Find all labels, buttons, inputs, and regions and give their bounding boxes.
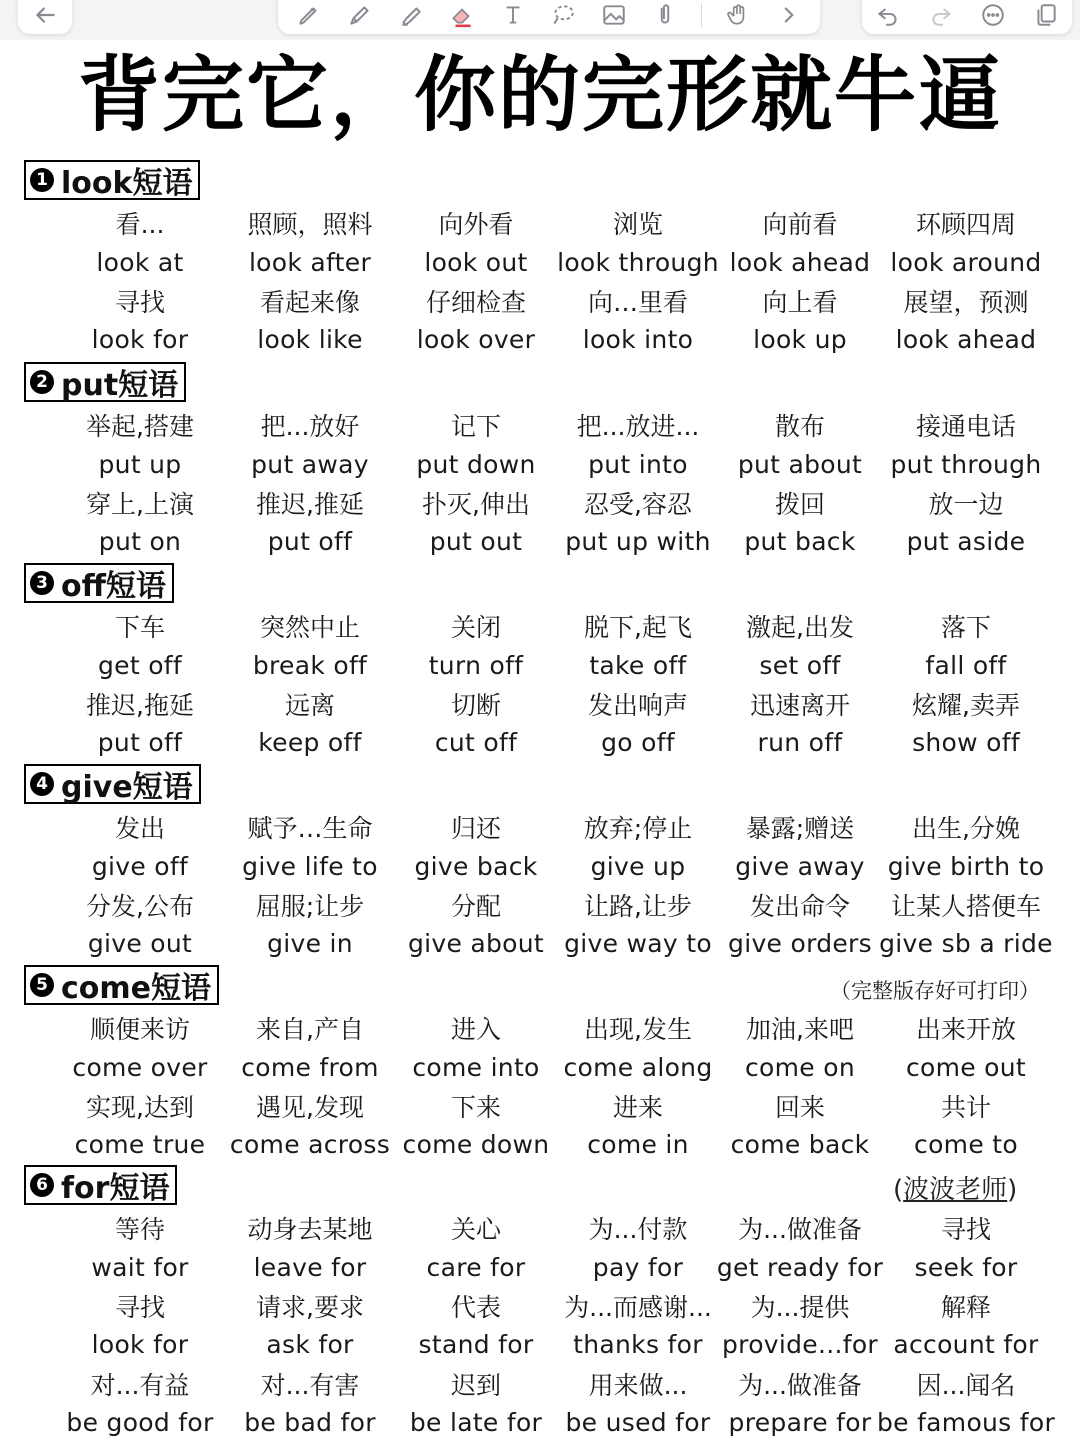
- phrase-chinese: 接通电话: [915, 412, 1016, 442]
- phrase-chinese: 出生,分娩: [912, 814, 1020, 844]
- phrase-english: look over: [416, 325, 536, 355]
- section-label: come短语: [61, 971, 211, 1006]
- phrase-chinese: 关闭: [450, 613, 501, 643]
- pen-icon[interactable]: [294, 0, 324, 30]
- phrase-english: be used for: [565, 1407, 711, 1437]
- drawing-tools: [278, 0, 820, 34]
- phrase-english: come on: [745, 1052, 855, 1082]
- section-header: [24, 1165, 177, 1205]
- phrase-chinese: 让路,让步: [584, 891, 692, 921]
- phrase-chinese: 下来: [450, 1092, 501, 1122]
- page-title: 背完它，你的完形就牛逼: [77, 48, 1002, 143]
- phrase-chinese: 落下: [940, 613, 991, 643]
- section-label: off短语: [61, 569, 166, 604]
- phrase-english: look out: [424, 247, 528, 277]
- section-label: give短语: [61, 770, 193, 805]
- phrase-chinese: 脱下,起飞: [584, 613, 692, 643]
- phrase-chinese: 把...放进...: [576, 412, 700, 442]
- phrase-english: break off: [252, 650, 368, 680]
- phrase-chinese: 散布: [774, 412, 825, 442]
- phrase-english: be late for: [409, 1407, 543, 1437]
- phrase-english: come out: [905, 1052, 1027, 1082]
- phrase-english: look into: [582, 325, 694, 355]
- phrase-english: look around: [890, 247, 1042, 277]
- phrase-chinese: 放一边: [928, 489, 1004, 519]
- back-arrow-icon[interactable]: [30, 0, 60, 30]
- phrase-chinese: 对...有益: [90, 1370, 190, 1400]
- phrase-english: ask for: [266, 1330, 354, 1360]
- section-look: [0, 160, 1080, 360]
- phrase-english: look for: [91, 1330, 189, 1360]
- phrase-chinese: 发出响声: [587, 690, 688, 720]
- phrase-english: seek for: [914, 1252, 1018, 1282]
- phrase-english: put on: [98, 527, 182, 557]
- phrase-chinese: 向外看: [438, 210, 514, 240]
- phrase-english: put about: [737, 449, 863, 479]
- phrase-chinese: 展望，预测: [903, 287, 1029, 317]
- phrase-chinese: 来自,产自: [256, 1015, 364, 1045]
- phrase-english: wait for: [91, 1252, 189, 1282]
- phrase-english: come true: [74, 1130, 206, 1160]
- phrase-chinese: 加油,来吧: [746, 1015, 854, 1045]
- phrase-chinese: 切断: [450, 690, 501, 720]
- phrase-chinese: 向…里看: [587, 287, 688, 317]
- phrase-english: give sb a ride: [879, 929, 1053, 959]
- phrase-chinese: 照顾，照料: [247, 210, 373, 240]
- phrase-english: put through: [890, 449, 1042, 479]
- phrase-english: provide...for: [722, 1330, 878, 1360]
- phrase-chinese: 赋予…生命: [247, 814, 373, 844]
- section-for: [0, 1165, 1080, 1440]
- section-header: [24, 160, 200, 200]
- phrase-chinese: 激起,出发: [746, 613, 854, 643]
- section-label: look短语: [61, 166, 193, 201]
- phrase-chinese: 为...做准备: [738, 1215, 862, 1245]
- phrase-chinese: 仔细检查: [425, 287, 526, 317]
- section-number-badge: 2: [30, 370, 54, 394]
- phrase-english: take off: [589, 650, 687, 680]
- phrase-english: show off: [912, 728, 1020, 758]
- phrase-english: come along: [563, 1052, 713, 1082]
- phrase-chinese: 举起,搭建: [86, 412, 194, 442]
- phrase-grid: [55, 406, 1075, 561]
- phrase-chinese: 推迟,推延: [256, 489, 364, 519]
- phrase-chinese: 扑灭,伸出: [422, 489, 530, 519]
- section-header: [24, 563, 174, 603]
- phrase-english: cut off: [434, 728, 518, 758]
- phrase-english: go off: [601, 728, 675, 758]
- section-label: for短语: [61, 1171, 170, 1206]
- phrase-english: look at: [96, 247, 184, 277]
- phrase-english: pay for: [592, 1252, 684, 1282]
- phrase-chinese: 屈服;让步: [255, 891, 365, 921]
- more-icon[interactable]: [978, 0, 1008, 30]
- phrase-english: set off: [759, 650, 841, 680]
- phrase-chinese: 推迟,拖延: [86, 690, 194, 720]
- lasso-icon[interactable]: [548, 0, 578, 30]
- section-header: [24, 362, 186, 402]
- phrase-english: run off: [757, 728, 843, 758]
- phrase-chinese: 关心: [450, 1215, 501, 1245]
- phrase-english: account for: [893, 1330, 1039, 1360]
- section-label: put短语: [61, 368, 179, 403]
- phrase-chinese: 回来: [774, 1092, 825, 1122]
- toolbar-divider: [701, 3, 702, 27]
- section-number-badge: 5: [30, 973, 54, 997]
- phrase-chinese: 看起来像: [259, 287, 360, 317]
- phrase-english: put out: [429, 527, 523, 557]
- phrase-english: come in: [587, 1130, 689, 1160]
- phrase-chinese: 让某人搭便车: [890, 891, 1041, 921]
- section-put: [0, 362, 1080, 562]
- phrase-chinese: 为...付款: [588, 1215, 688, 1245]
- phrase-english: come from: [241, 1052, 379, 1082]
- phrase-english: put up with: [565, 527, 711, 557]
- phrase-english: put aside: [906, 527, 1026, 557]
- highlighter-icon[interactable]: [396, 0, 426, 30]
- phrase-english: look for: [91, 325, 189, 355]
- phrase-english: be famous for: [876, 1407, 1056, 1437]
- phrase-english: give up: [590, 851, 686, 881]
- phrase-english: get ready for: [716, 1252, 884, 1282]
- phrase-english: look up: [753, 325, 847, 355]
- phrase-chinese: 拨回: [774, 489, 825, 519]
- phrase-english: put into: [588, 449, 688, 479]
- clip-icon[interactable]: [650, 0, 680, 30]
- phrase-english: look like: [257, 325, 363, 355]
- phrase-chinese: 用来做...: [588, 1370, 688, 1400]
- phrase-english: put off: [97, 728, 183, 758]
- phrase-english: stand for: [418, 1330, 534, 1360]
- phrase-chinese: 实现,达到: [86, 1092, 194, 1122]
- section-give: [0, 764, 1080, 964]
- section-come: [0, 965, 1080, 1165]
- phrase-chinese: 遇见,发现: [256, 1092, 364, 1122]
- phrase-chinese: 炫耀,卖弄: [912, 690, 1020, 720]
- phrase-english: look through: [557, 247, 719, 277]
- section-number-badge: 3: [30, 571, 54, 595]
- phrase-chinese: 进入: [450, 1015, 501, 1045]
- phrase-english: be bad for: [244, 1407, 376, 1437]
- section-number-badge: 6: [30, 1173, 54, 1197]
- phrase-english: give out: [87, 929, 193, 959]
- phrase-english: give life to: [242, 851, 378, 881]
- phrase-chinese: 迅速离开: [749, 690, 850, 720]
- section-off: [0, 563, 1080, 763]
- phrase-chinese: 为...做准备: [738, 1370, 862, 1400]
- phrase-chinese: 请求,要求: [256, 1292, 364, 1322]
- phrase-english: give back: [414, 851, 538, 881]
- text-icon[interactable]: [498, 0, 528, 30]
- phrase-english: come across: [229, 1130, 391, 1160]
- phrase-chinese: 进来: [612, 1092, 663, 1122]
- phrase-chinese: 归还: [450, 814, 501, 844]
- phrase-english: thanks for: [573, 1330, 703, 1360]
- phrase-chinese: 共计: [940, 1092, 991, 1122]
- hand-icon[interactable]: [723, 0, 753, 30]
- phrase-english: care for: [426, 1252, 526, 1282]
- phrase-chinese: 穿上,上演: [86, 489, 194, 519]
- phrase-chinese: 向前看: [762, 210, 838, 240]
- section-header: [24, 965, 219, 1005]
- phrase-english: put away: [251, 449, 369, 479]
- phrase-chinese: 顺便来访: [89, 1015, 190, 1045]
- phrase-chinese: 寻找: [114, 1292, 165, 1322]
- section-header: [24, 764, 201, 804]
- phrase-chinese: 浏览: [612, 210, 663, 240]
- phrase-english: leave for: [253, 1252, 367, 1282]
- phrase-english: keep off: [258, 728, 362, 758]
- phrase-chinese: 对...有害: [260, 1370, 360, 1400]
- phrase-english: put up: [98, 449, 182, 479]
- undo-icon[interactable]: [873, 0, 903, 30]
- phrase-chinese: 记下: [450, 412, 501, 442]
- phrase-chinese: 发出: [114, 814, 165, 844]
- phrase-english: fall off: [925, 650, 1007, 680]
- top-toolbar: [0, 0, 1080, 40]
- phrase-english: look after: [248, 247, 372, 277]
- image-icon[interactable]: [599, 0, 629, 30]
- phrase-english: put off: [267, 527, 353, 557]
- phrase-grid: [55, 808, 1075, 963]
- phrase-chinese: 暴露;赠送: [745, 814, 855, 844]
- phrase-english: come into: [412, 1052, 540, 1082]
- phrase-chinese: 把...放好: [260, 412, 360, 442]
- phrase-english: look ahead: [729, 247, 871, 277]
- phrase-chinese: 为...提供: [750, 1292, 850, 1322]
- phrase-grid: [55, 607, 1075, 762]
- phrase-chinese: 分发,公布: [86, 891, 194, 921]
- phrase-english: come down: [402, 1130, 550, 1160]
- phrase-chinese: 发出命令: [749, 891, 850, 921]
- section-note: （完整版存好可打印）: [830, 979, 1040, 1003]
- phrase-english: be good for: [66, 1407, 214, 1437]
- phrase-english: get off: [98, 650, 182, 680]
- pages-icon[interactable]: [1031, 0, 1061, 30]
- redo-icon[interactable]: [926, 0, 956, 30]
- history-tools: [862, 0, 1072, 34]
- phrase-english: give way to: [564, 929, 712, 959]
- phrase-grid: [55, 204, 1075, 359]
- phrase-chinese: 动身去某地: [247, 1215, 373, 1245]
- phrase-chinese: 寻找: [114, 287, 165, 317]
- phrase-chinese: 突然中止: [259, 613, 360, 643]
- phrase-grid: [55, 1009, 1075, 1164]
- phrase-chinese: 代表: [450, 1292, 501, 1322]
- phrase-chinese: 等待: [114, 1215, 165, 1245]
- phrase-chinese: 出现,发生: [584, 1015, 692, 1045]
- phrase-chinese: 放弃;停止: [583, 814, 693, 844]
- eraser-icon[interactable]: [447, 0, 477, 30]
- phrase-english: give birth to: [887, 851, 1045, 881]
- phrase-chinese: 寻找: [940, 1215, 991, 1245]
- phrase-english: look ahead: [895, 325, 1037, 355]
- phrase-chinese: 出来开放: [915, 1015, 1016, 1045]
- section-number-badge: 1: [30, 168, 54, 192]
- phrase-chinese: 忍受,容忍: [584, 489, 692, 519]
- phrase-english: come back: [730, 1130, 870, 1160]
- phrase-english: give orders: [728, 929, 872, 959]
- phrase-english: give away: [735, 851, 865, 881]
- phrase-chinese: 迟到: [450, 1370, 501, 1400]
- phrase-english: come over: [72, 1052, 208, 1082]
- phrase-chinese: 因...闻名: [916, 1370, 1016, 1400]
- phrase-chinese: 分配: [450, 891, 501, 921]
- phrase-chinese: 环顾四周: [915, 210, 1016, 240]
- section-number-badge: 4: [30, 772, 54, 796]
- phrase-english: turn off: [428, 650, 524, 680]
- phrase-english: give off: [91, 851, 189, 881]
- phrase-chinese: 为...而感谢...: [564, 1292, 712, 1322]
- chevron-right-icon[interactable]: [774, 0, 804, 30]
- phrase-english: give about: [407, 929, 545, 959]
- phrase-english: prepare for: [728, 1407, 872, 1437]
- phrase-english: come to: [914, 1130, 1018, 1160]
- phrase-chinese: 看...: [115, 210, 165, 240]
- section-note: (波波老师): [893, 1175, 1018, 1205]
- phrase-english: put back: [744, 527, 856, 557]
- phrase-english: put down: [416, 449, 536, 479]
- phrase-chinese: 向上看: [762, 287, 838, 317]
- phrase-chinese: 下车: [114, 613, 165, 643]
- phrase-english: give in: [267, 929, 353, 959]
- teacher-name: 波波老师: [903, 1175, 1008, 1205]
- back-button-container: [18, 0, 72, 34]
- phrase-chinese: 远离: [284, 690, 335, 720]
- pencil-icon[interactable]: [345, 0, 375, 30]
- phrase-grid: [55, 1209, 1075, 1442]
- phrase-chinese: 解释: [940, 1292, 991, 1322]
